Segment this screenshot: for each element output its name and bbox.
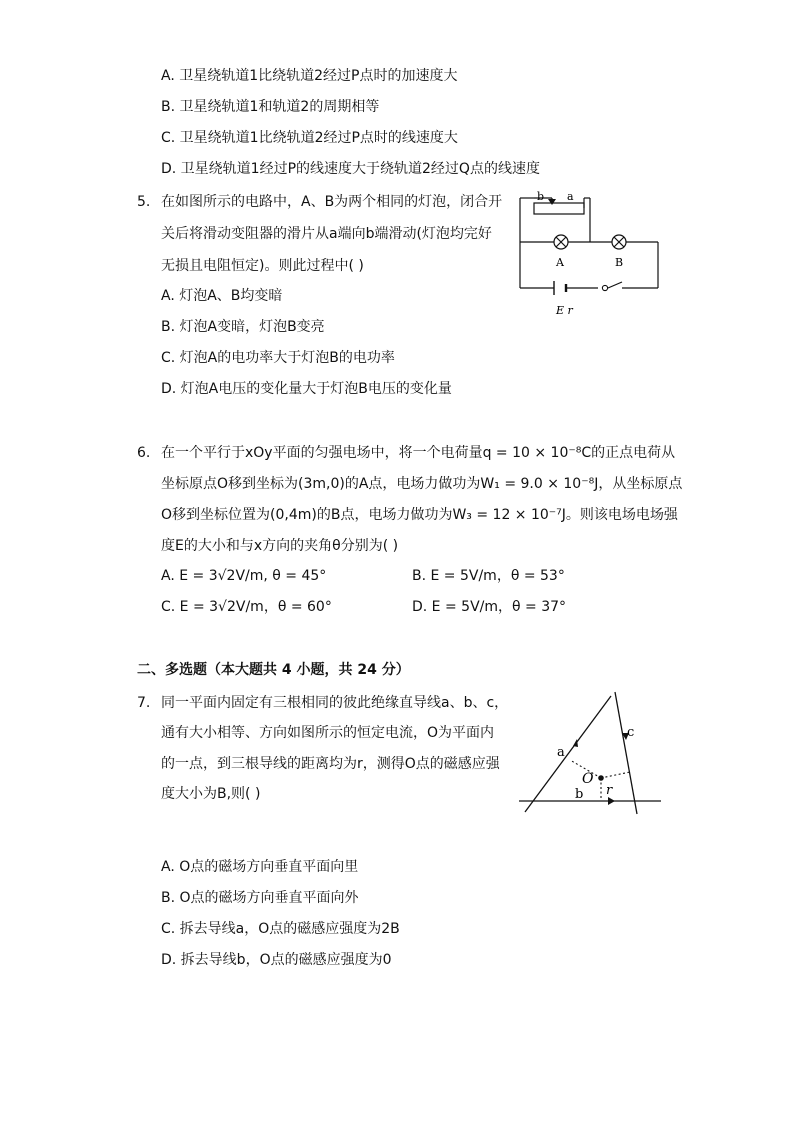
q5-stem-line-2: 关后将滑动变阻器的滑片从a端向b端滑动(灯泡均完好 <box>161 226 492 242</box>
wire-b-label: b <box>575 787 584 802</box>
current-arrow-a-icon <box>573 739 578 747</box>
battery-label: E r <box>556 304 573 317</box>
q6-option-a: A. E = 3√2V/m, θ = 45° <box>161 568 327 584</box>
lamp-a-label: A <box>556 256 564 269</box>
q7-option-d: D. 拆去导线b，O点的磁感应强度为0 <box>161 952 392 968</box>
q5-stem-line-3: 无损且电阻恒定)。则此过程中( ) <box>161 258 364 274</box>
q5-option-b: B. 灯泡A变暗，灯泡B变亮 <box>161 319 325 335</box>
q7-stem-line-2: 通有大小相等、方向如图所示的恒定电流，O为平面内 <box>161 725 495 741</box>
wire-c <box>615 692 637 814</box>
q5-circuit-diagram <box>510 190 670 320</box>
q7-number: 7. <box>137 695 151 711</box>
q4-option-d: D. 卫星绕轨道1经过P的线速度大于绕轨道2经过Q点的线速度 <box>161 161 540 177</box>
q6-option-d: D. E = 5V/m，θ = 37° <box>412 599 567 615</box>
q6-option-b: B. E = 5V/m，θ = 53° <box>412 568 565 584</box>
q7-wires-diagram <box>515 690 665 820</box>
distance-r-label: r <box>606 783 613 798</box>
q7-option-c: C. 拆去导线a，O点的磁感应强度为2B <box>161 921 400 937</box>
q6-stem-line-4: 度E的大小和与x方向的夹角θ分别为( ) <box>161 538 399 554</box>
lamp-a-icon <box>554 235 568 249</box>
switch-icon <box>602 285 607 290</box>
current-arrow-b-icon <box>608 797 615 805</box>
q5-option-a: A. 灯泡A、B均变暗 <box>161 288 283 304</box>
q4-option-a: A. 卫星绕轨道1比绕轨道2经过P点时的加速度大 <box>161 68 458 84</box>
lamp-b-label: B <box>615 256 624 269</box>
wire-a-label: a <box>557 745 565 760</box>
point-o-label: O <box>582 771 594 787</box>
q6-option-c: C. E = 3√2V/m，θ = 60° <box>161 599 332 615</box>
wire-a <box>525 696 611 812</box>
q7-option-a: A. O点的磁场方向垂直平面向里 <box>161 859 359 875</box>
q6-stem-line-2: 坐标原点O移到坐标为(3m,0)的A点，电场力做功为W₁ = 9.0 × 10⁻⁸J，从坐标原点 <box>161 476 683 492</box>
wire-c-label: c <box>627 725 635 740</box>
battery-icon <box>554 281 566 295</box>
q6-stem-line-1: 在一个平行于xOy平面的匀强电场中，将一个电荷量q = 10 × 10⁻⁸C的正点电荷从 <box>161 445 676 461</box>
point-o-icon <box>598 775 604 781</box>
q7-option-b: B. O点的磁场方向垂直平面向外 <box>161 890 359 906</box>
q6-stem-line-3: O移到坐标位置为(0,4m)的B点，电场力做功为W₃ = 12 × 10⁻⁷J。则该电场电场强 <box>161 507 678 523</box>
q4-option-c: C. 卫星绕轨道1比绕轨道2经过P点时的线速度大 <box>161 130 458 146</box>
lamp-b-icon <box>612 235 626 249</box>
q6-number: 6. <box>137 445 151 461</box>
rheostat-slider-icon <box>548 199 556 205</box>
q5-number: 5. <box>137 194 151 210</box>
q5-option-d: D. 灯泡A电压的变化量大于灯泡B电压的变化量 <box>161 381 452 397</box>
q7-stem-line-3: 的一点，到三根导线的距离均为r，测得O点的磁感应强 <box>161 756 500 772</box>
rheostat-label-a: a <box>567 190 574 203</box>
q7-stem-line-4: 度大小为B,则( ) <box>161 786 261 802</box>
q7-stem-line-1: 同一平面内固定有三根相同的彼此绝缘直导线a、b、c， <box>161 695 509 711</box>
section-title-multiple-choice: 二、多选题（本大题共 4 小题，共 24 分） <box>137 662 410 678</box>
q4-option-b: B. 卫星绕轨道1和轨道2的周期相等 <box>161 99 380 115</box>
q5-stem-line-1: 在如图所示的电路中，A、B为两个相同的灯泡，闭合开 <box>161 194 503 210</box>
rheostat-label-b: b <box>537 190 545 203</box>
q5-option-c: C. 灯泡A的电功率大于灯泡B的电功率 <box>161 350 395 366</box>
